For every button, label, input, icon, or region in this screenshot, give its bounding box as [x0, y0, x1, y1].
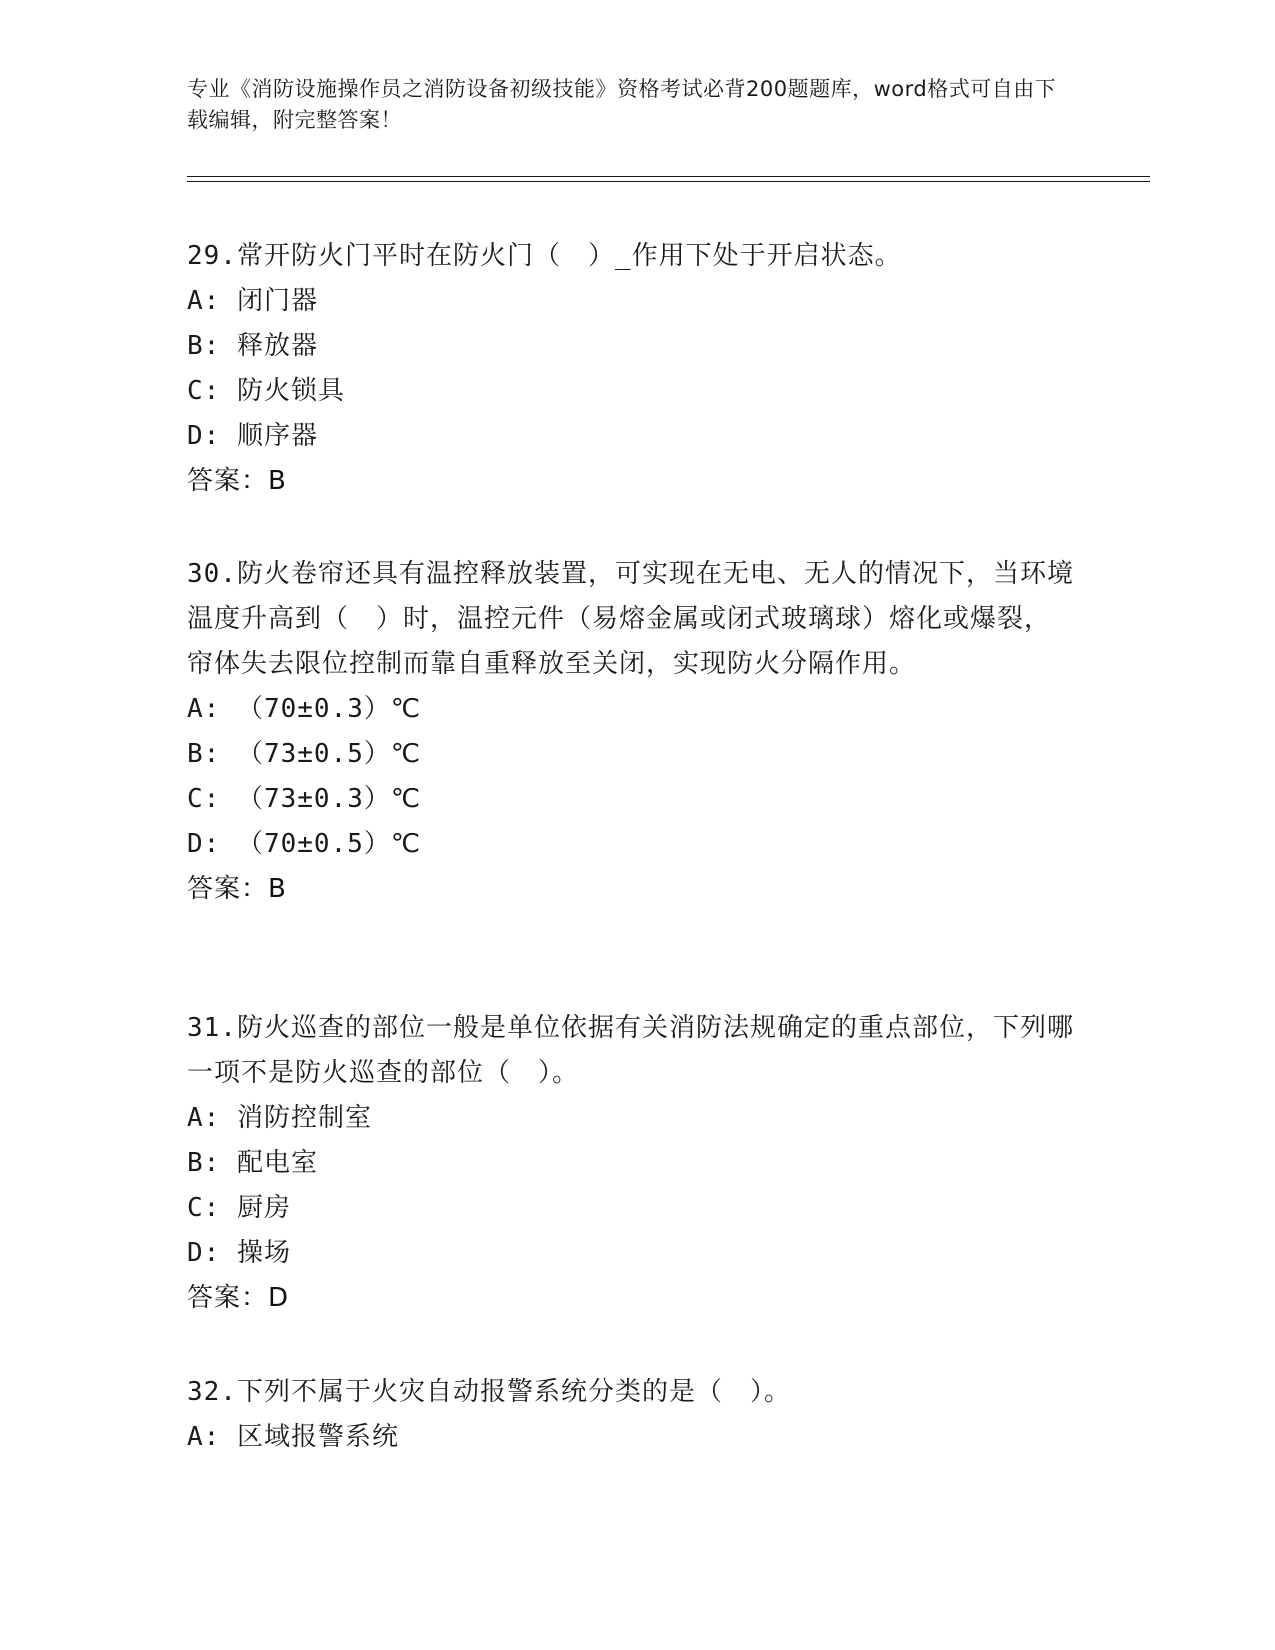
option-c: C: 防火锁具: [187, 376, 345, 406]
option-d: D: 顺序器: [187, 421, 318, 451]
document-header: 专业《消防设施操作员之消防设备初级技能》资格考试必背200题题库，word格式可自由下载编辑，附完整答案！: [187, 77, 1057, 132]
option-a: A: （70±0.3）℃: [187, 694, 422, 724]
answer: 答案：B: [187, 874, 287, 904]
question-30: [187, 552, 1077, 912]
option-a: A: 区域报警系统: [187, 1422, 399, 1452]
option-a: A: 消防控制室: [187, 1103, 372, 1133]
answer: 答案：D: [187, 1283, 290, 1313]
question-stem: 32.下列不属于火灾自动报警系统分类的是（ ）。: [187, 1377, 791, 1407]
option-b: B: （73±0.5）℃: [187, 739, 422, 769]
option-a: A: 闭门器: [187, 286, 318, 316]
question-stem: 31.防火巡查的部位一般是单位依据有关消防法规确定的重点部位，下列哪一项不是防火巡查的部位（ ）。: [187, 1013, 1074, 1088]
option-b: B: 释放器: [187, 331, 318, 361]
question-stem: 30.防火卷帘还具有温控释放装置，可实现在无电、无人的情况下，当环境温度升高到（ ）时，温控元件（易熔金属或闭式玻璃球）熔化或爆裂，帘体失去限位控制而靠自重释放至关闭，实现防火分隔作用。: [187, 559, 1074, 679]
option-c: C: 厨房: [187, 1193, 291, 1223]
option-c: C: （73±0.3）℃: [187, 784, 422, 814]
question-29: [187, 234, 1077, 504]
option-b: B: 配电室: [187, 1148, 318, 1178]
option-d: D: （70±0.5）℃: [187, 829, 422, 859]
question-31: [187, 1006, 1077, 1321]
option-d: D: 操场: [187, 1238, 291, 1268]
question-32: [187, 1370, 1077, 1460]
answer: 答案：B: [187, 466, 287, 496]
header-divider-bottom: [187, 181, 1150, 182]
question-stem: 29.常开防火门平时在防火门（ ）_作用下处于开启状态。: [187, 241, 902, 271]
header-divider-top: [187, 176, 1150, 177]
